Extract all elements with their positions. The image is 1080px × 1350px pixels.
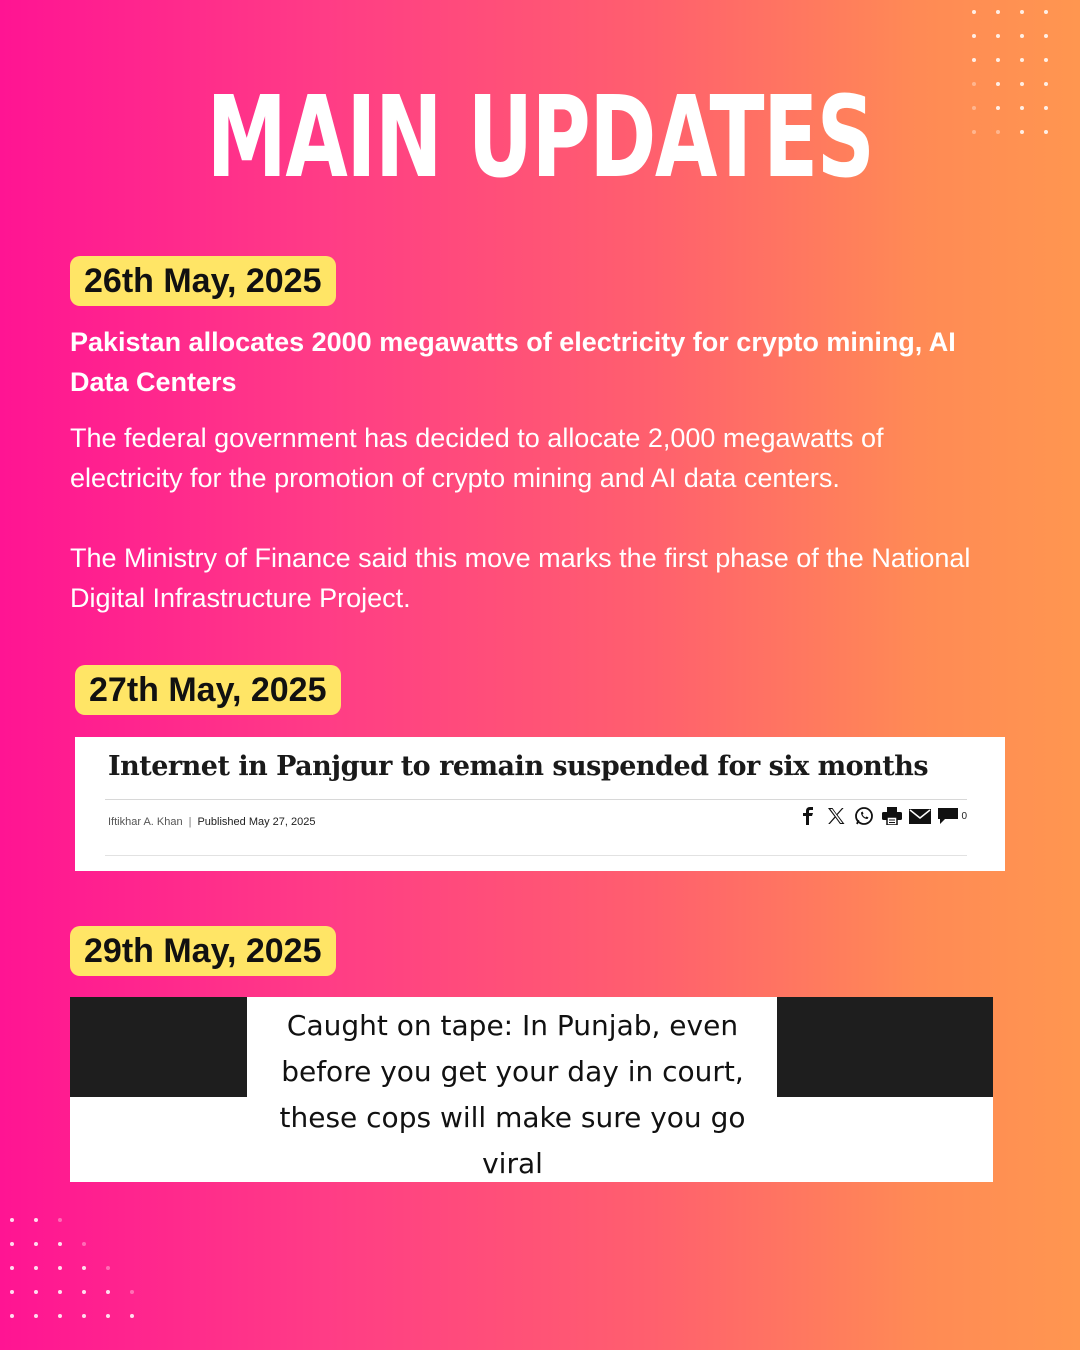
article-meta: [108, 816, 316, 828]
decorative-dot: [82, 1266, 86, 1270]
decorative-dot: [130, 1314, 134, 1318]
decorative-dot: [972, 130, 976, 134]
whatsapp-icon: [853, 805, 875, 827]
decorative-dot: [996, 58, 1000, 62]
decorative-dot: [972, 34, 976, 38]
article-published-date: Published May 27, 2025: [197, 816, 316, 828]
article-author: Iftikhar A. Khan: [108, 816, 183, 828]
divider: [105, 855, 967, 856]
decorative-dot: [10, 1242, 14, 1246]
decorative-dot: [82, 1314, 86, 1318]
decorative-dot: [996, 34, 1000, 38]
email-icon: [909, 805, 931, 827]
date-badge: 27th May, 2025: [75, 665, 341, 715]
decorative-dot: [1044, 82, 1048, 86]
decorative-dot: [1020, 34, 1024, 38]
decorative-dot: [82, 1242, 86, 1246]
decorative-dot: [34, 1242, 38, 1246]
decorative-dot: [1044, 34, 1048, 38]
decorative-dot: [1044, 58, 1048, 62]
decorative-dot: [1020, 82, 1024, 86]
news-paragraph: The federal government has decided to allocate 2,000 megawatts of electricity for the promotion of crypto mining and AI data centers.: [70, 423, 884, 493]
article-screenshot-card: [75, 737, 1005, 871]
comment-count: 0: [961, 810, 967, 822]
decorative-dot: [996, 82, 1000, 86]
date-badge: 26th May, 2025: [70, 256, 336, 306]
decorative-dot: [972, 10, 976, 14]
decorative-dot: [34, 1290, 38, 1294]
decorative-dot: [1044, 130, 1048, 134]
decorative-dot: [972, 82, 976, 86]
decorative-dot: [82, 1290, 86, 1294]
decorative-dot: [972, 106, 976, 110]
decorative-dot: [1020, 130, 1024, 134]
decorative-dot: [996, 10, 1000, 14]
page-title: MAIN UPDATES: [206, 73, 874, 203]
video-clip-screenshot: [70, 997, 993, 1182]
decorative-dot: [58, 1242, 62, 1246]
clip-caption: Caught on tape: In Punjab, even before you get your day in court, these cops will make sure you go viral: [279, 1009, 746, 1180]
decorative-dot: [106, 1290, 110, 1294]
share-bar: [797, 805, 967, 827]
decorative-dot: [10, 1266, 14, 1270]
decorative-dot: [58, 1290, 62, 1294]
decorative-dot: [1020, 58, 1024, 62]
decorative-dot: [1020, 10, 1024, 14]
decorative-dot: [34, 1314, 38, 1318]
decorative-dot: [10, 1290, 14, 1294]
comment-icon: [937, 805, 959, 827]
decorative-dot: [58, 1266, 62, 1270]
news-headline: Pakistan allocates 2000 megawatts of electricity for crypto mining, AI Data Centers: [70, 327, 956, 397]
divider: [105, 799, 967, 800]
article-title: Internet in Panjgur to remain suspended for six months: [108, 751, 929, 782]
decorative-dot: [58, 1218, 62, 1222]
decorative-dot: [10, 1218, 14, 1222]
decorative-dot: [10, 1314, 14, 1318]
video-frame-dark: [777, 997, 993, 1097]
decorative-dot: [972, 58, 976, 62]
decorative-dot: [34, 1266, 38, 1270]
video-frame-dark: [70, 997, 247, 1097]
decorative-dot: [58, 1314, 62, 1318]
decorative-dot: [34, 1218, 38, 1222]
decorative-dot: [996, 106, 1000, 110]
decorative-dot: [130, 1290, 134, 1294]
date-badge: 29th May, 2025: [70, 926, 336, 976]
meta-separator: |: [188, 816, 192, 828]
decorative-dot: [1044, 10, 1048, 14]
facebook-icon: [797, 805, 819, 827]
news-paragraph: The Ministry of Finance said this move marks the first phase of the National Digital Infrastructure Project.: [70, 543, 971, 613]
decorative-dot: [1020, 106, 1024, 110]
decorative-dot: [996, 130, 1000, 134]
x-icon: [825, 805, 847, 827]
decorative-dot: [106, 1266, 110, 1270]
decorative-dot: [1044, 106, 1048, 110]
decorative-dot: [106, 1314, 110, 1318]
print-icon: [881, 805, 903, 827]
